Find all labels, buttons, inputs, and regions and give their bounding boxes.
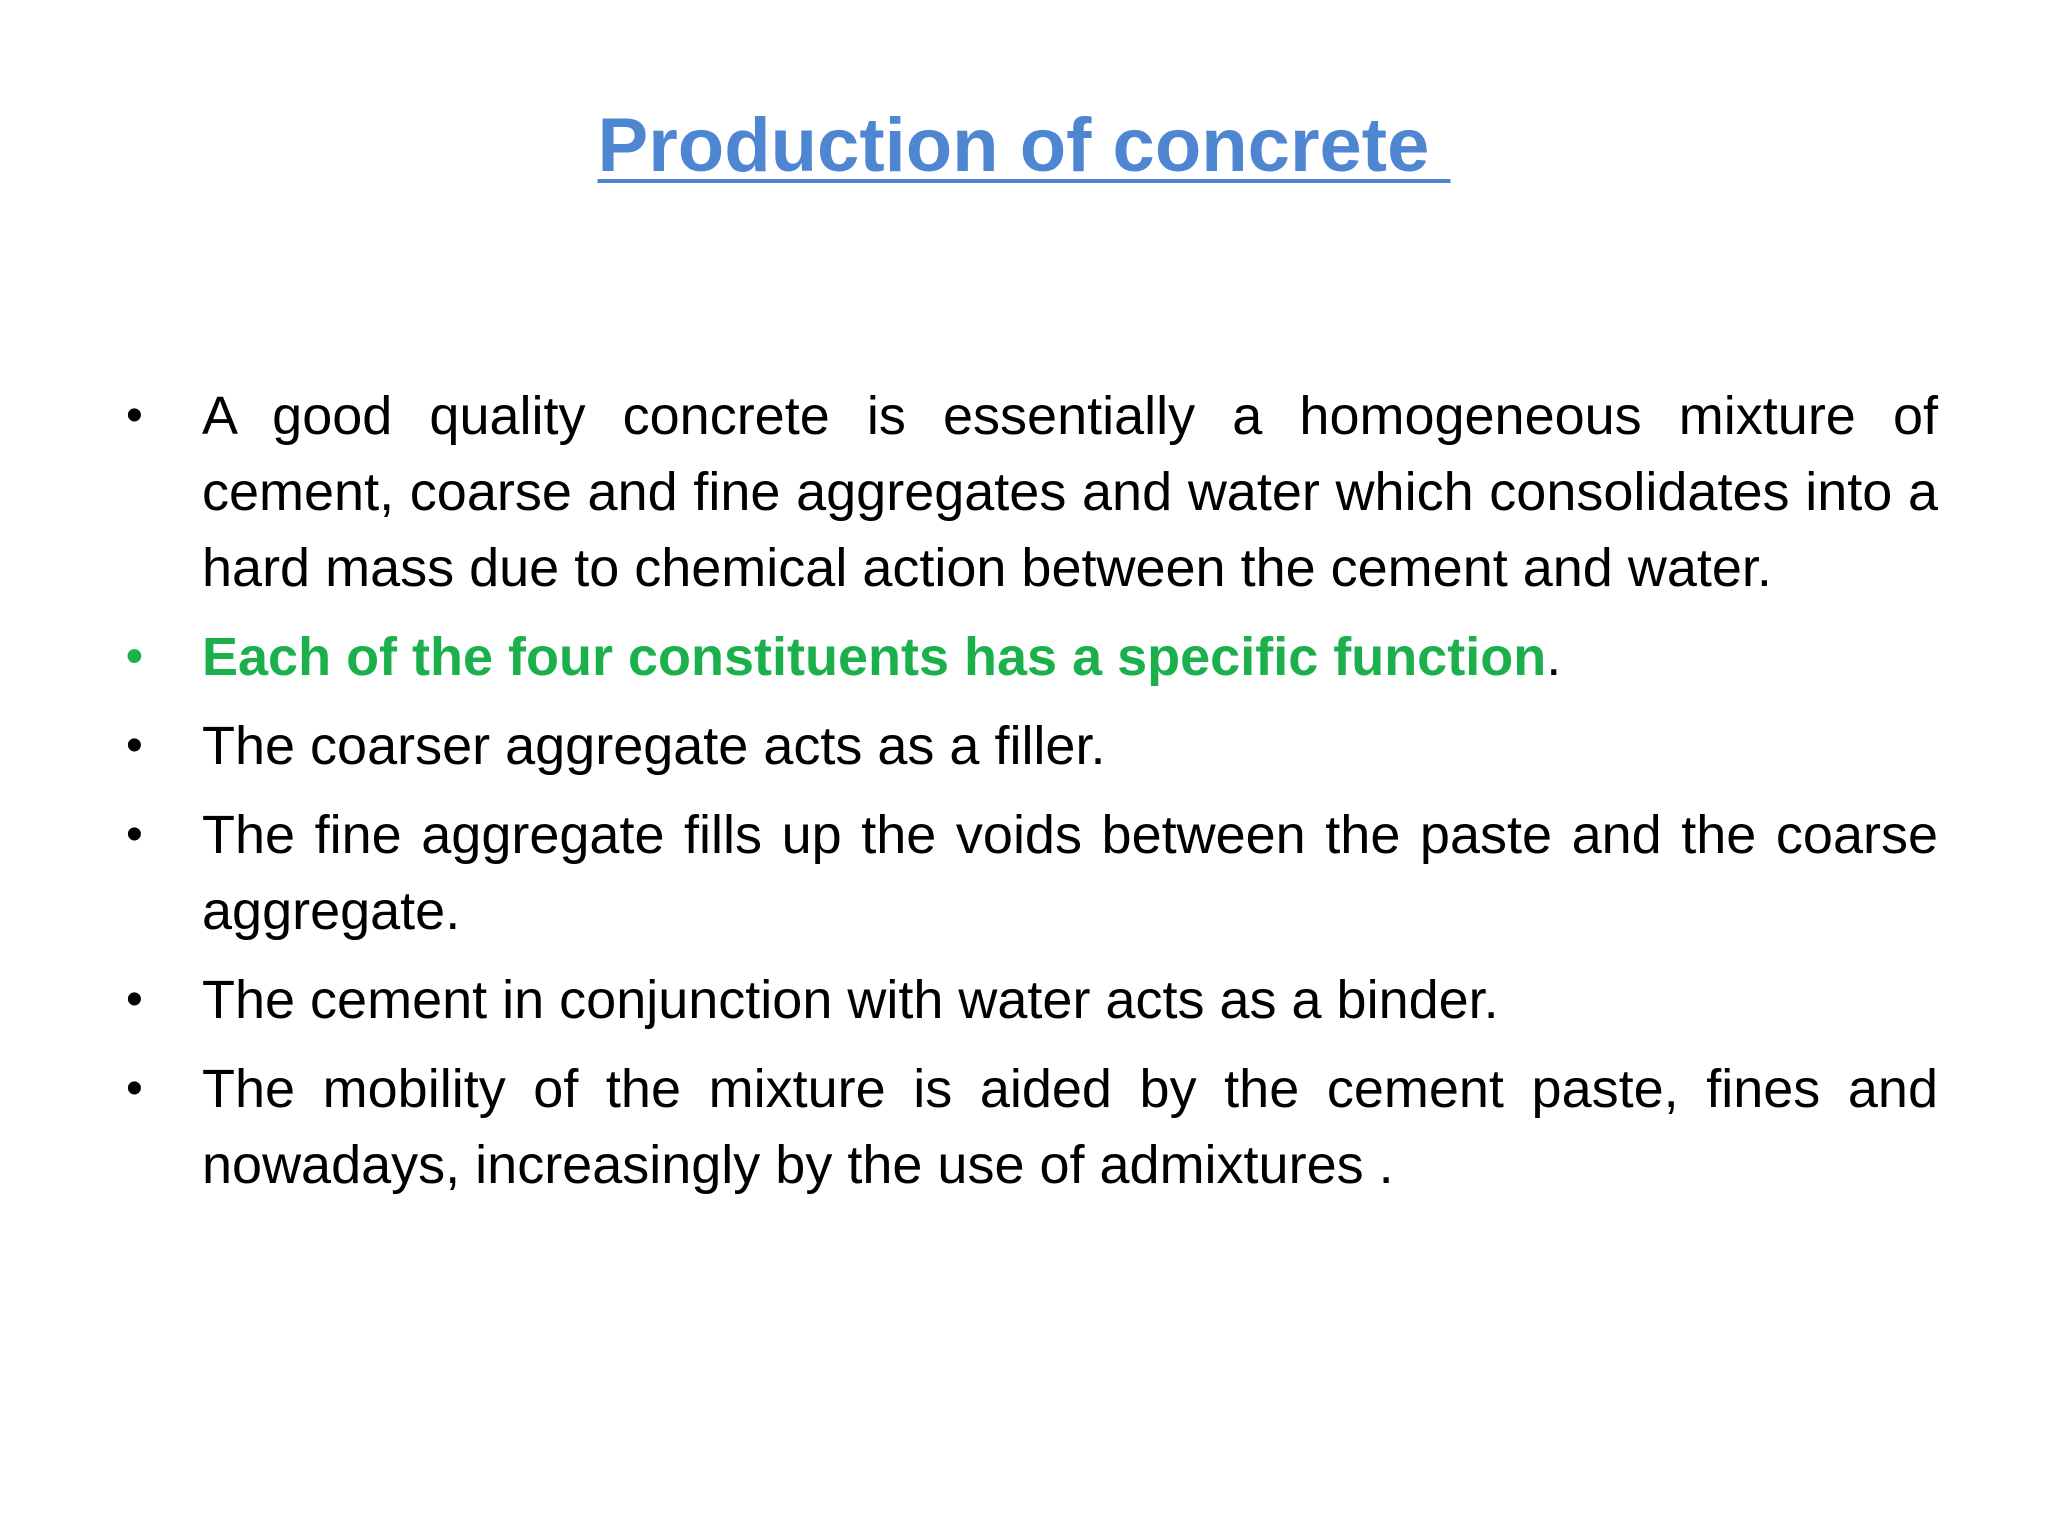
bullet-item <box>118 797 1938 949</box>
bullet-point-icon: • <box>126 719 143 772</box>
bullet-point-icon: • <box>126 389 143 442</box>
bullet-text: The cement in conjunction with water acts as a binder. <box>202 970 1499 1030</box>
bullet-text: A good quality concrete is essentially a homogeneous mixture of cement, coarse and fine aggregates and water which consolidates into a hard mass due to chemical action between the cement and water. <box>202 386 1938 598</box>
bullet-text-highlight: Each of the four constituents has a specific function <box>202 627 1547 687</box>
bullet-text: The coarser aggregate acts as a filler. <box>202 716 1106 776</box>
bullet-list <box>118 378 1938 1216</box>
bullet-item <box>118 708 1938 784</box>
bullet-point-icon: • <box>126 1062 143 1115</box>
bullet-item-highlight <box>118 619 1938 695</box>
bullet-text: The mobility of the mixture is aided by the cement paste, fines and nowadays, increasingly by the use of admixtures . <box>202 1059 1938 1195</box>
bullet-item <box>118 1051 1938 1203</box>
bullet-text-suffix: . <box>1546 627 1562 687</box>
bullet-item <box>118 378 1938 606</box>
bullet-text: The fine aggregate fills up the voids between the paste and the coarse aggregate. <box>202 805 1938 941</box>
bullet-item <box>118 962 1938 1038</box>
slide-title: Production of concrete <box>597 103 1451 188</box>
bullet-point-icon: • <box>126 808 143 861</box>
bullet-point-icon: • <box>126 973 143 1026</box>
bullet-point-icon: • <box>126 630 143 683</box>
